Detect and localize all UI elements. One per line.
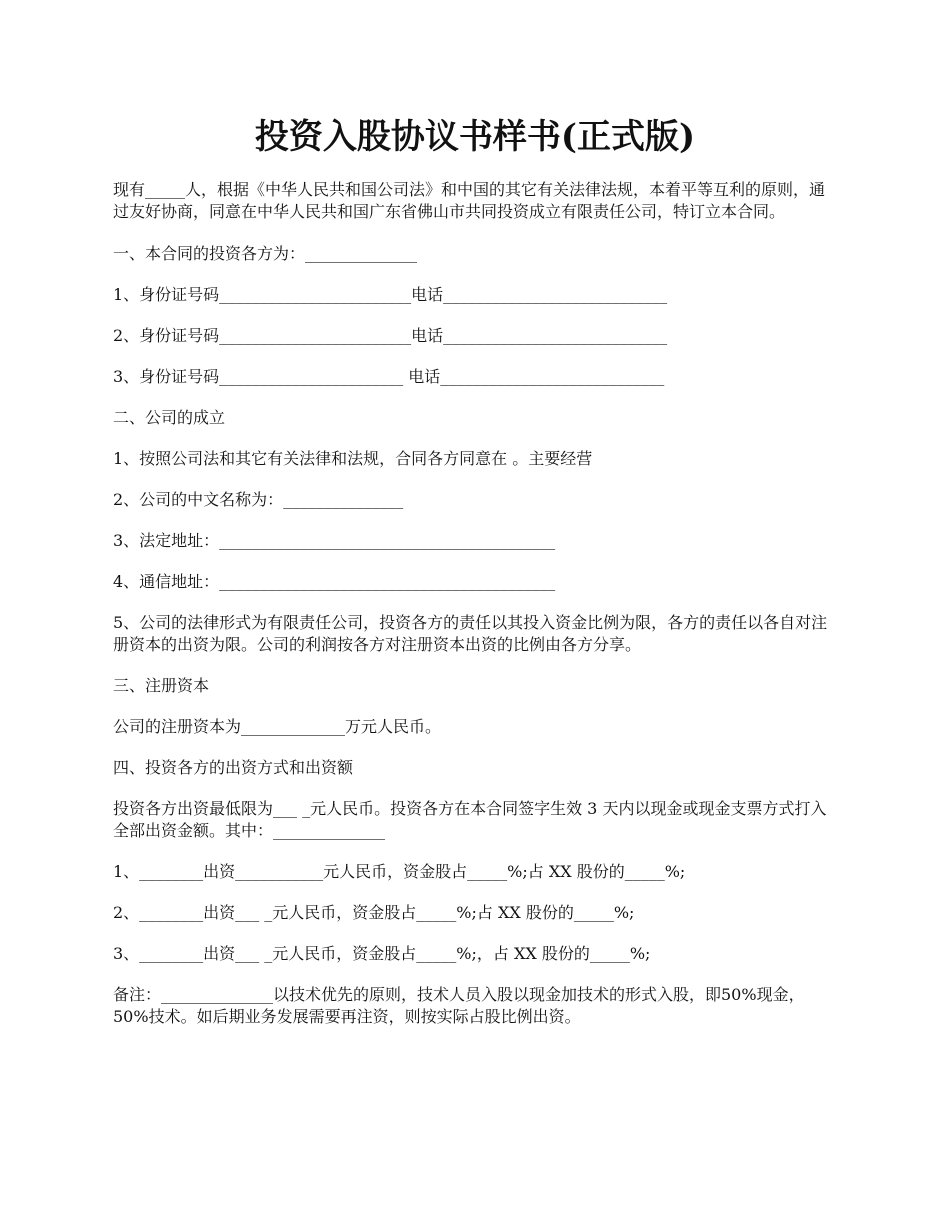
contribution-line-2: 2、________出资___ _元人民币，资金股占_____%;占 XX 股份的_____%; [113, 903, 635, 922]
registered-capital-line: 公司的注册资本为_____________万元人民币。 [113, 717, 442, 736]
section-heading: 四、投资各方的出资方式和出资额 [113, 758, 354, 777]
investor-id-line-1: 1、身份证号码________________________电话____________________________ [113, 285, 668, 304]
intro-paragraph: 现有_____人，根据《中华人民共和国公司法》和中国的其它有关法律法规，本着平等互利的原则，通过友好协商，同意在中华人民共和国广东省佛山市共同投资成立有限责任公司，特订立本合同。 [113, 180, 826, 221]
investor-id-line-2: 2、身份证号码________________________电话____________________________ [113, 326, 668, 345]
section-heading: 三、注册资本 [113, 676, 210, 695]
document-body [113, 179, 837, 1047]
contribution-line-1: 1、________出资___________元人民币，资金股占_____%;占 XX 股份的_____%; [113, 862, 686, 881]
investor-id-line-3: 3、身份证号码_______________________ 电话____________________________ [113, 367, 665, 386]
mailing-address-line: 4、通信地址：__________________________________________ [113, 572, 556, 591]
legal-form-paragraph: 5、公司的法律形式为有限责任公司，投资各方的责任以其投入资金比例为限，各方的责任以各自对注册资本的出资为限。公司的利润按各方对注册资本出资的比例由各方分享。 [113, 613, 828, 654]
company-name-line: 2、公司的中文名称为：_______________ [113, 490, 404, 509]
document-title: 投资入股协议书样书(正式版) [254, 117, 696, 157]
contribution-paragraph: 投资各方出资最低限为___ _元人民币。投资各方在本合同签字生效 3 天内以现金或现金支票方式打入全部出资金额。其中：______________ [113, 799, 827, 840]
contribution-line-3: 3、________出资___ _元人民币，资金股占_____%;，占 XX 股份的_____%; [113, 944, 651, 963]
remarks-paragraph: 备注：______________以技术优先的原则，技术人员入股以现金加技术的形式入股，即50%现金，50%技术。如后期业务发展需要再注资，则按实际占股比例出资。 [113, 985, 805, 1026]
section-heading: 一、本合同的投资各方为：______________ [113, 244, 418, 263]
section-heading: 二、公司的成立 [113, 408, 226, 427]
company-establishment-line: 1、按照公司法和其它有关法律和法规，合同各方同意在 。主要经营 [113, 449, 593, 468]
legal-address-line: 3、法定地址：__________________________________________ [113, 531, 556, 550]
